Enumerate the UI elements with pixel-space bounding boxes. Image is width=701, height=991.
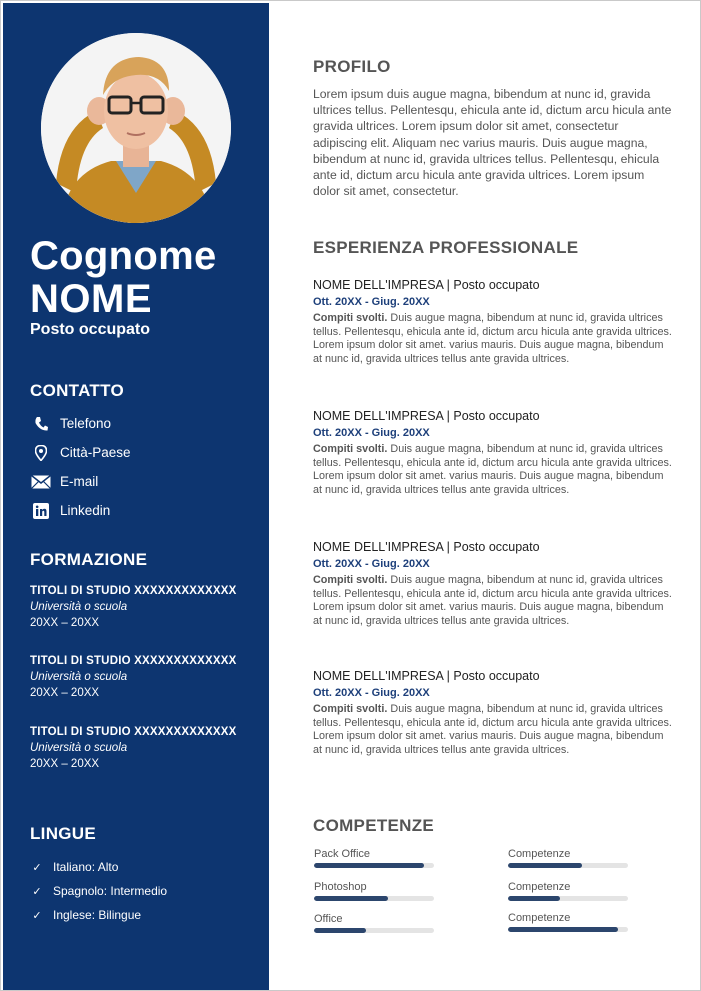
skill-bar-track — [314, 896, 434, 901]
education-degree: TITOLI DI STUDIO XXXXXXXXXXXXX — [30, 655, 237, 667]
experience-item — [313, 539, 673, 628]
profile-text: Lorem ipsum duis augue magna, bibendum at nunc id, gravida ultrices tellus. Pellentesqu, ehicula ante id, dictum arcu hicula ante gravida ultrices. Lorem ipsum dolor sit amet, consectetur adipiscing elit. Aliquam nec varius mauris. Duis augue magna, bibendum at nunc id, gravida ultrices tellus. Pellentesqu, ehicula ante id, dictum arcu hicula ante gravida ultrices. Lorem ipsum dolor sit amet, consectetur. — [313, 87, 672, 199]
experience-item — [313, 277, 673, 366]
language-label: Spagnolo: Intermedio — [53, 884, 168, 898]
experience-company: NOME DELL'IMPRESA | Posto occupato — [313, 278, 540, 292]
skill-bar-fill — [314, 928, 366, 933]
education-school: Università o scuola — [30, 742, 128, 754]
experience-dates: Ott. 20XX - Giug. 20XX — [313, 687, 430, 699]
profile-photo — [41, 33, 231, 223]
experience-description — [313, 443, 673, 497]
experience-dates: Ott. 20XX - Giug. 20XX — [313, 296, 430, 308]
language-label: Inglese: Bilingue — [53, 908, 142, 922]
contact-heading: CONTATTO — [30, 381, 124, 400]
job-title: Posto occupato — [30, 321, 151, 338]
experience-desc-text: Duis augue magna, bibendum at nunc id, gravida ultrices tellus. Pellentesqu, ehicula ante id, dictum arcu hicula ante gravida ultrices. Lorem ipsum dolor sit amet. varius mauris. Duis augue magna, bibendum at nunc id, gravida ultrices tellus ante gravida ultrices. — [313, 703, 672, 756]
skill-label: Office — [314, 913, 343, 925]
skill-item — [508, 848, 628, 868]
education-item — [30, 724, 260, 772]
education-degree: TITOLI DI STUDIO XXXXXXXXXXXXX — [30, 726, 237, 738]
language-label: Italiano: Alto — [53, 860, 119, 874]
languages-list — [30, 855, 250, 927]
skill-bar-track — [314, 928, 434, 933]
skill-item — [508, 912, 628, 932]
skill-label: Competenze — [508, 912, 571, 924]
sidebar — [3, 3, 269, 990]
education-item — [30, 653, 260, 701]
experience-lead: Compiti svolti. — [313, 443, 388, 455]
checkmark-icon: ✓ — [32, 885, 42, 898]
experience-dates: Ott. 20XX - Giug. 20XX — [313, 427, 430, 439]
education-degree: TITOLI DI STUDIO XXXXXXXXXXXXX — [30, 585, 237, 597]
skill-label: Pack Office — [314, 848, 371, 860]
experience-company: NOME DELL'IMPRESA | Posto occupato — [313, 409, 540, 423]
skill-bar-track — [508, 927, 628, 932]
skill-label: Competenze — [508, 881, 571, 893]
experience-desc-text: Duis augue magna, bibendum at nunc id, gravida ultrices tellus. Pellentesqu, ehicula ante id, dictum arcu hicula ante gravida ultrices. Lorem ipsum dolor sit amet. varius mauris. Duis augue magna, bibendum at nunc id, gravida ultrices tellus ante gravida ultrices. — [313, 312, 672, 365]
phone-icon — [30, 415, 52, 433]
skills-heading: COMPETENZE — [313, 816, 435, 835]
language-item — [30, 879, 250, 903]
experience-company: NOME DELL'IMPRESA | Posto occupato — [313, 540, 540, 554]
education-heading: FORMAZIONE — [30, 550, 148, 569]
contact-email-label: E-mail — [60, 474, 99, 489]
experience-description — [313, 312, 673, 366]
skill-bar-track — [314, 863, 434, 868]
linkedin-icon — [30, 502, 52, 520]
experience-desc-text: Duis augue magna, bibendum at nunc id, gravida ultrices tellus. Pellentesqu, ehicula ante id, dictum arcu hicula ante gravida ultrices. Lorem ipsum dolor sit amet. varius mauris. Duis augue magna, bibendum at nunc id, gravida ultrices tellus ante gravida ultrices. — [313, 574, 672, 627]
education-item — [30, 583, 260, 631]
last-name: NOME — [30, 277, 152, 321]
education-years: 20XX – 20XX — [30, 687, 100, 699]
experience-item — [313, 408, 673, 497]
location-pin-icon — [30, 444, 52, 462]
languages-heading: LINGUE — [30, 824, 97, 843]
skill-bar-track — [508, 896, 628, 901]
contact-item-location[interactable] — [30, 438, 250, 467]
skill-bar-fill — [314, 896, 388, 901]
contact-item-linkedin[interactable] — [30, 496, 250, 525]
contact-location-label: Città-Paese — [60, 445, 131, 460]
experience-lead: Compiti svolti. — [313, 574, 388, 586]
contact-linkedin-label: Linkedin — [60, 503, 111, 518]
experience-item — [313, 668, 673, 757]
skill-bar-track — [508, 863, 628, 868]
education-school: Università o scuola — [30, 671, 128, 683]
experience-dates: Ott. 20XX - Giug. 20XX — [313, 558, 430, 570]
checkmark-icon: ✓ — [32, 861, 42, 874]
language-item — [30, 855, 250, 879]
experience-heading: ESPERIENZA PROFESSIONALE — [313, 238, 579, 257]
experience-company: NOME DELL'IMPRESA | Posto occupato — [313, 669, 540, 683]
skill-bar-fill — [508, 927, 618, 932]
contact-list — [30, 409, 250, 525]
skill-bar-fill — [508, 863, 582, 868]
skill-label: Competenze — [508, 848, 571, 860]
profile-heading: PROFILO — [313, 57, 391, 76]
experience-lead: Compiti svolti. — [313, 312, 388, 324]
skill-bar-fill — [314, 863, 424, 868]
profile-photo-illustration — [41, 33, 231, 223]
experience-description — [313, 703, 673, 757]
experience-description — [313, 574, 673, 628]
education-years: 20XX – 20XX — [30, 758, 100, 770]
contact-phone-label: Telefono — [60, 416, 112, 431]
contact-item-email[interactable] — [30, 467, 250, 496]
education-years: 20XX – 20XX — [30, 617, 100, 629]
contact-item-phone[interactable] — [30, 409, 250, 438]
skill-label: Photoshop — [314, 881, 367, 893]
skill-bar-fill — [508, 896, 560, 901]
education-school: Università o scuola — [30, 601, 128, 613]
language-item — [30, 903, 250, 927]
skill-item — [314, 848, 434, 868]
checkmark-icon: ✓ — [32, 909, 42, 922]
envelope-icon — [30, 473, 52, 491]
first-name: Cognome — [30, 234, 217, 278]
experience-lead: Compiti svolti. — [313, 703, 388, 715]
skill-item — [314, 913, 434, 933]
skill-item — [314, 881, 434, 901]
skill-item — [508, 881, 628, 901]
experience-desc-text: Duis augue magna, bibendum at nunc id, gravida ultrices tellus. Pellentesqu, ehicula ante id, dictum arcu hicula ante gravida ultrices. Lorem ipsum dolor sit amet. varius mauris. Duis augue magna, bibendum at nunc id, gravida ultrices tellus ante gravida ultrices. — [313, 443, 672, 496]
